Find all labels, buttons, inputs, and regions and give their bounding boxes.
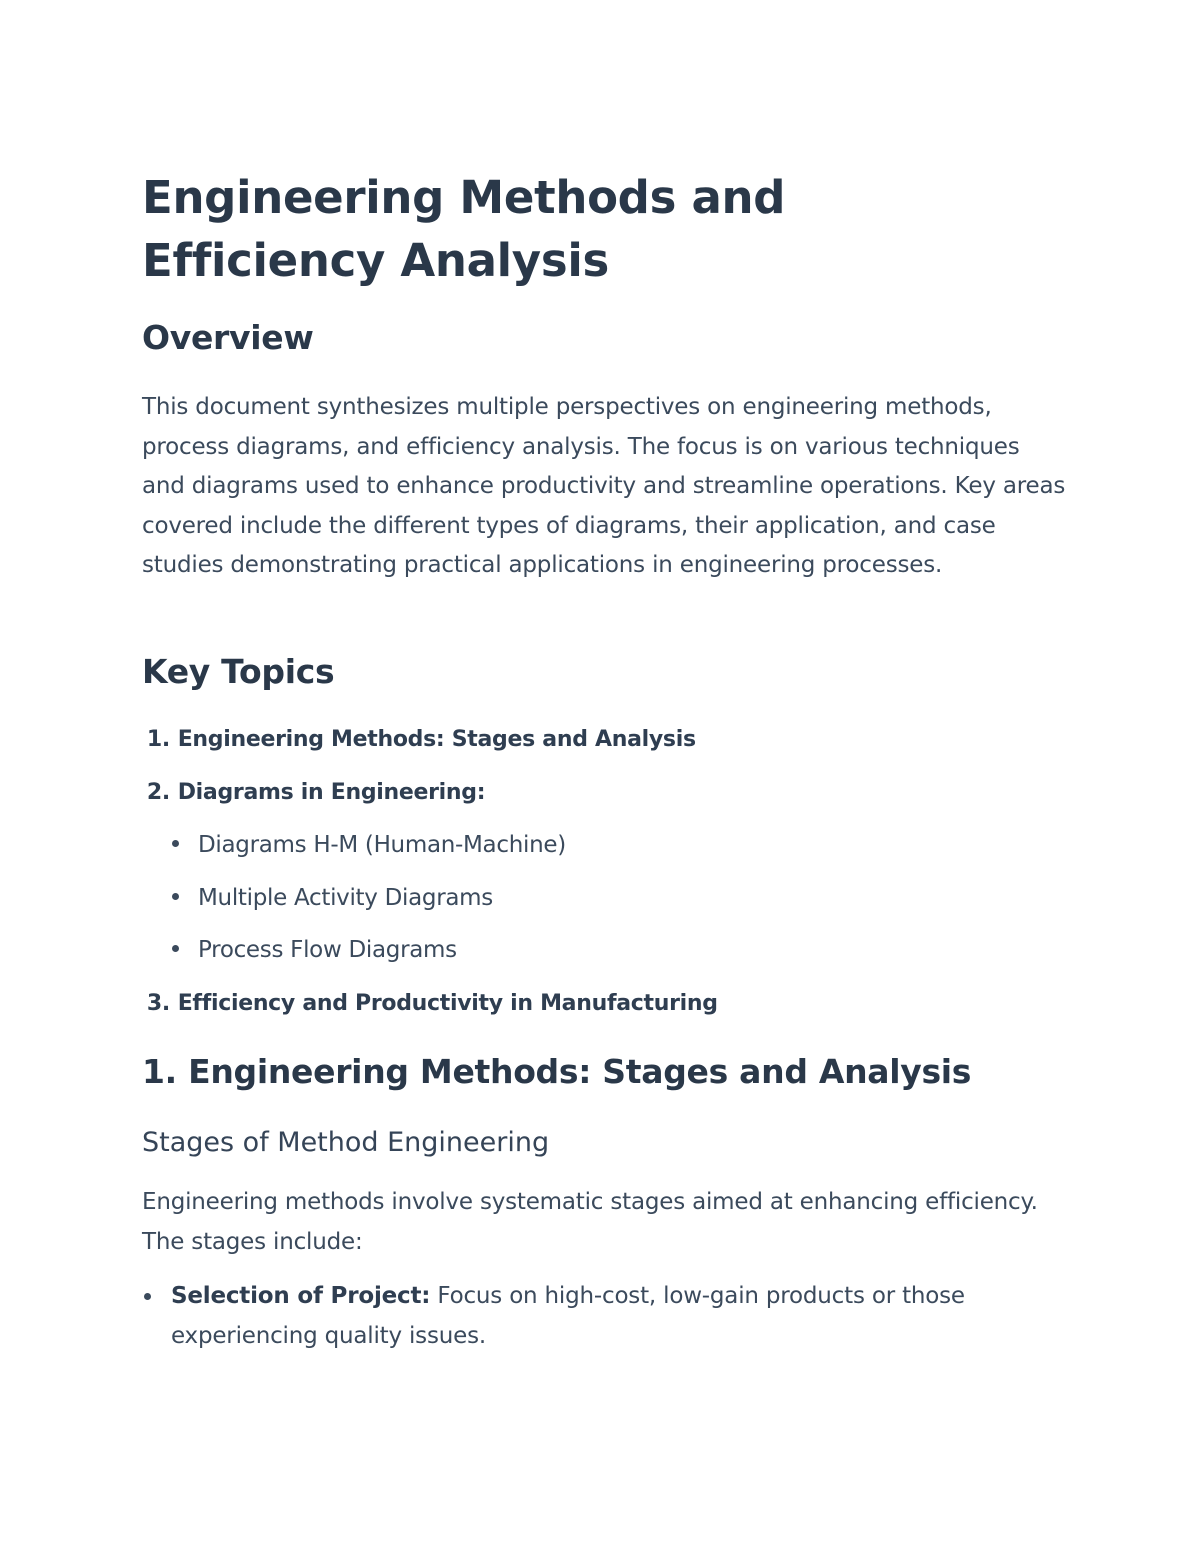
- bullet-icon: [172, 840, 179, 847]
- subtopic-label: Process Flow Diagrams: [198, 937, 457, 963]
- topic-number: 3.: [146, 991, 170, 1016]
- bullet-icon: [172, 945, 179, 952]
- topic-item-2: [142, 777, 485, 809]
- subtopic-label: Diagrams H-M (Human-Machine): [198, 832, 566, 858]
- topic-item-1: [142, 724, 696, 756]
- document-title: Engineering Methods and Efficiency Analysis: [142, 171, 786, 287]
- topic-item-3: [142, 988, 718, 1020]
- topic-label: Efficiency and Productivity in Manufacturing: [177, 991, 718, 1016]
- topic-label: Engineering Methods: Stages and Analysis: [177, 727, 696, 752]
- section1-heading: 1. Engineering Methods: Stages and Analysis: [142, 1052, 972, 1091]
- stage-list-item: [142, 1277, 1067, 1356]
- topic-label: Diagrams in Engineering:: [177, 780, 486, 805]
- subtopic-item: [172, 829, 566, 861]
- subtopic-label: Multiple Activity Diagrams: [198, 885, 493, 911]
- section1-subheading: Stages of Method Engineering: [142, 1127, 550, 1158]
- stage-label: Selection of Project:: [171, 1283, 431, 1309]
- topic-number: 2.: [146, 780, 170, 805]
- key-topics-heading: Key Topics: [142, 652, 335, 691]
- section1-intro: Engineering methods involve systematic stages aimed at enhancing efficiency. The stages include:: [142, 1189, 1038, 1255]
- subtopic-item: [172, 934, 457, 966]
- overview-heading: Overview: [142, 318, 314, 357]
- topic-number: 1.: [146, 727, 170, 752]
- bullet-icon: [172, 893, 179, 900]
- bullet-icon: [144, 1293, 151, 1300]
- stage-text: Focus on high-cost, low-gain products or those experiencing quality issues.: [171, 1283, 965, 1349]
- subtopic-item: [172, 882, 493, 914]
- overview-paragraph: This document synthesizes multiple perspectives on engineering methods, process diagrams, and efficiency analysis. The focus is on various techniques and diagrams used to enhance productivity and streamline operations. Key areas covered include the different types of diagrams, their application, and case studies demonstrating practical applications in engineering processes.: [142, 394, 1066, 578]
